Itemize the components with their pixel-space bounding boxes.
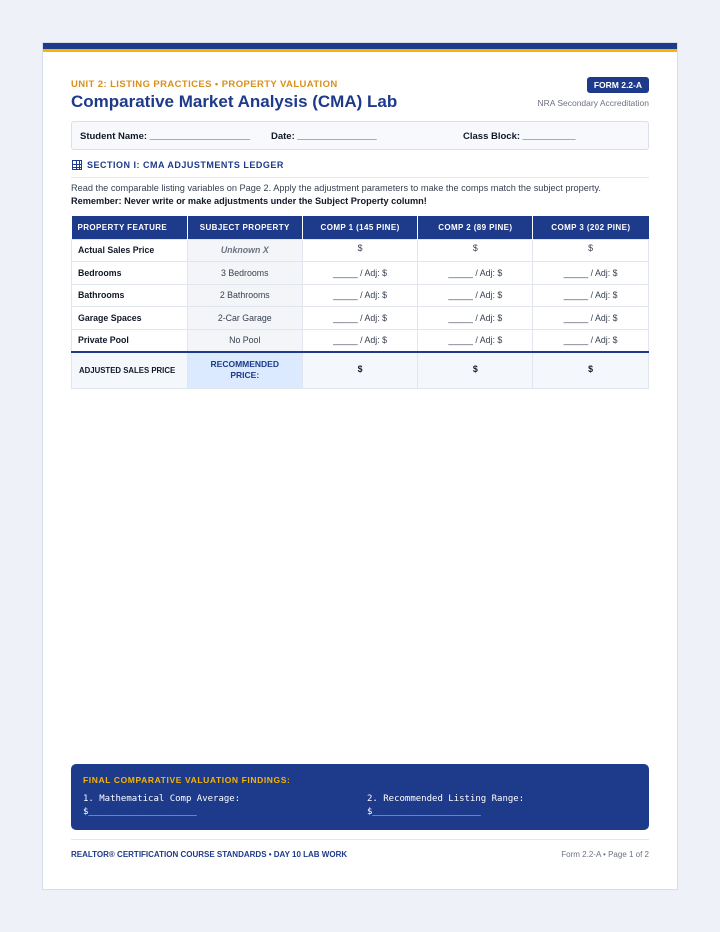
table-row: [72, 284, 649, 307]
footer-course-standards: REALTOR® CERTIFICATION COURSE STANDARDS • DAY 10 LAB WORK: [71, 850, 348, 859]
comp-average-blank[interactable]: $____________________: [83, 807, 197, 817]
listing-range-label: 2. Recommended Listing Range:: [367, 794, 525, 804]
table-row: [72, 329, 649, 352]
comp-average-label: 1. Mathematical Comp Average:: [83, 794, 241, 804]
adjusted-sales-price-label: ADJUSTED SALES PRICE: [72, 352, 188, 389]
findings-title: FINAL COMPARATIVE VALUATION FINDINGS:: [83, 775, 291, 785]
listing-range-finding: [367, 793, 524, 819]
section-title: SECTION I: CMA ADJUSTMENTS LEDGER: [87, 160, 284, 170]
feature-cell: Garage Spaces: [72, 307, 188, 330]
header-subject-property: SUBJECT PROPERTY: [187, 216, 302, 239]
comp-2-cell[interactable]: _____ / Adj: $: [418, 284, 533, 307]
comp-1-cell[interactable]: _____ / Adj: $: [302, 329, 418, 352]
subject-cell: Unknown X: [187, 239, 302, 262]
header-comp-3: COMP 3 (202 PINE): [533, 216, 649, 239]
student-info-box: [71, 121, 649, 150]
comp-2-cell[interactable]: _____ / Adj: $: [418, 307, 533, 330]
worksheet-page: [42, 42, 678, 890]
header-comp-1: COMP 1 (145 PINE): [302, 216, 418, 239]
subject-cell: 3 Bedrooms: [187, 262, 302, 285]
top-accent-bar: [43, 43, 677, 52]
page-footer: [71, 839, 649, 865]
table-row: [72, 307, 649, 330]
instructions: [71, 182, 649, 208]
feature-cell: Bathrooms: [72, 284, 188, 307]
comp-3-cell[interactable]: _____ / Adj: $: [533, 262, 649, 285]
comp-2-total-cell[interactable]: $: [418, 352, 533, 389]
instructions-line: Read the comparable listing variables on Page 2. Apply the adjustment parameters to make the comps match the subject property.: [71, 183, 601, 193]
comp-2-cell[interactable]: _____ / Adj: $: [418, 262, 533, 285]
comp-2-cell[interactable]: $: [418, 239, 533, 262]
recommended-label: RECOMMENDED: [210, 359, 279, 370]
student-name-field[interactable]: Student Name: ___________________: [80, 131, 251, 142]
cma-adjustments-table: [71, 216, 649, 389]
accreditation-label: NRA Secondary Accreditation: [537, 98, 649, 108]
listing-range-blank[interactable]: $____________________: [367, 807, 481, 817]
comp-3-total-cell[interactable]: $: [533, 352, 649, 389]
feature-cell: Actual Sales Price: [72, 239, 188, 262]
table-header-row: [72, 216, 649, 239]
comp-3-cell[interactable]: _____ / Adj: $: [533, 307, 649, 330]
date-field[interactable]: Date: _______________: [271, 131, 377, 142]
comp-1-cell[interactable]: $: [302, 239, 418, 262]
comp-2-cell[interactable]: _____ / Adj: $: [418, 329, 533, 352]
price-label: PRICE:: [230, 370, 260, 381]
class-block-field[interactable]: Class Block: __________: [463, 131, 576, 142]
instructions-reminder: Remember: Never write or make adjustments under the Subject Property column!: [71, 196, 427, 206]
unit-kicker: UNIT 2: LISTING PRACTICES • PROPERTY VALUATION: [71, 79, 338, 90]
comp-3-cell[interactable]: $: [533, 239, 649, 262]
comp-average-finding: [83, 793, 240, 819]
section-header: [71, 158, 649, 178]
findings-panel: [71, 764, 649, 830]
page-title: Comparative Market Analysis (CMA) Lab: [71, 92, 398, 111]
header-property-feature: PROPERTY FEATURE: [72, 216, 188, 239]
table-icon: [72, 160, 82, 170]
subject-cell: 2-Car Garage: [187, 307, 302, 330]
form-badge: FORM 2.2-A: [587, 77, 649, 93]
page-header: [71, 77, 649, 117]
feature-cell: Bedrooms: [72, 262, 188, 285]
subject-cell: No Pool: [187, 329, 302, 352]
adjusted-total-row: [72, 352, 649, 389]
comp-1-cell[interactable]: _____ / Adj: $: [302, 262, 418, 285]
feature-cell: Private Pool: [72, 329, 188, 352]
recommended-price-cell: [187, 352, 302, 389]
comp-1-cell[interactable]: _____ / Adj: $: [302, 307, 418, 330]
comp-3-cell[interactable]: _____ / Adj: $: [533, 329, 649, 352]
comp-3-cell[interactable]: _____ / Adj: $: [533, 284, 649, 307]
header-comp-2: COMP 2 (89 PINE): [418, 216, 533, 239]
footer-page-number: Form 2.2-A • Page 1 of 2: [561, 850, 649, 859]
table-row: [72, 262, 649, 285]
comp-1-total-cell[interactable]: $: [302, 352, 418, 389]
table-row: [72, 239, 649, 262]
comp-1-cell[interactable]: _____ / Adj: $: [302, 284, 418, 307]
subject-cell: 2 Bathrooms: [187, 284, 302, 307]
